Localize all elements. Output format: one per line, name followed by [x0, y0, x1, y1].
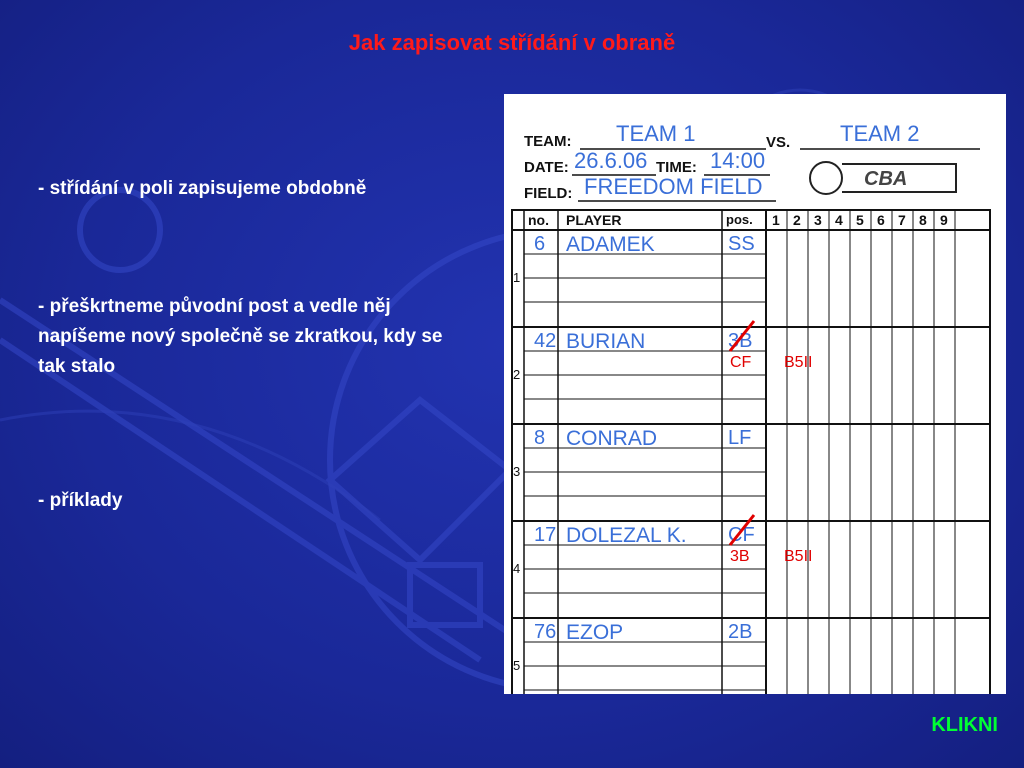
- team1-value: TEAM 1: [616, 121, 696, 146]
- player-position: 2B: [728, 621, 753, 643]
- field-value: FREEDOM FIELD: [584, 174, 763, 199]
- player-position: SS: [728, 233, 755, 255]
- inning-header-7: 7: [898, 212, 906, 228]
- player-number: 6: [534, 233, 546, 255]
- col-player: PLAYER: [566, 212, 622, 228]
- new-position: 3B: [730, 548, 750, 565]
- new-position: CF: [730, 354, 752, 371]
- substitution-time: B5II: [784, 548, 813, 565]
- field-label: FIELD:: [524, 185, 573, 202]
- scoresheet: [504, 94, 1006, 694]
- player-number: 76: [534, 621, 557, 643]
- team2-value: TEAM 2: [840, 121, 920, 146]
- bullet-2: - přeškrtneme původní post a vedle něj napíšeme nový společně se zkratkou, kdy se tak stalo: [38, 296, 443, 377]
- batting-order: 4: [513, 561, 521, 576]
- batting-order: 2: [513, 367, 521, 382]
- bullet-1: - střídání v poli zapisujeme obdobně: [38, 178, 367, 199]
- batting-order: 5: [513, 658, 521, 673]
- inning-header-8: 8: [919, 212, 927, 228]
- inning-header-2: 2: [793, 212, 801, 228]
- lineup-row: [513, 621, 752, 673]
- time-value: 14:00: [710, 148, 766, 173]
- next-link[interactable]: KLIKNI: [931, 714, 998, 736]
- inning-header-4: 4: [835, 212, 843, 228]
- inning-header-9: 9: [940, 212, 948, 228]
- batting-order: 1: [513, 270, 521, 285]
- player-number: 17: [534, 524, 557, 546]
- batting-order: 3: [513, 464, 521, 479]
- bullet-3: - příklady: [38, 490, 123, 511]
- scoresheet-drawing: [504, 94, 1006, 694]
- vs-label: VS.: [766, 134, 791, 151]
- team-label: TEAM:: [524, 133, 572, 150]
- player-name: DOLEZAL K.: [566, 524, 687, 547]
- inning-header-3: 3: [814, 212, 822, 228]
- player-number: 42: [534, 330, 557, 352]
- player-name: EZOP: [566, 621, 624, 644]
- date-label: DATE:: [524, 159, 569, 176]
- player-number: 8: [534, 427, 546, 449]
- player-position: 3B: [728, 330, 753, 352]
- player-name: BURIAN: [566, 330, 646, 353]
- player-name: ADAMEK: [566, 233, 655, 256]
- inning-header-6: 6: [877, 212, 885, 228]
- player-name: CONRAD: [566, 427, 658, 450]
- player-position: CF: [728, 524, 755, 546]
- lineup-row: [513, 233, 755, 285]
- logo-text: CBA: [864, 168, 908, 190]
- col-no: no.: [528, 212, 549, 228]
- substitution-time: B5II: [784, 354, 813, 371]
- inning-header-5: 5: [856, 212, 864, 228]
- lineup-row: [513, 427, 751, 479]
- league-logo: [810, 162, 956, 194]
- time-label: TIME:: [656, 159, 697, 176]
- player-position: LF: [728, 427, 752, 449]
- col-pos: pos.: [726, 212, 753, 227]
- date-value: 26.6.06: [574, 148, 648, 173]
- inning-header-1: 1: [772, 212, 780, 228]
- slide-title: Jak zapisovat střídání v obraně: [348, 30, 676, 55]
